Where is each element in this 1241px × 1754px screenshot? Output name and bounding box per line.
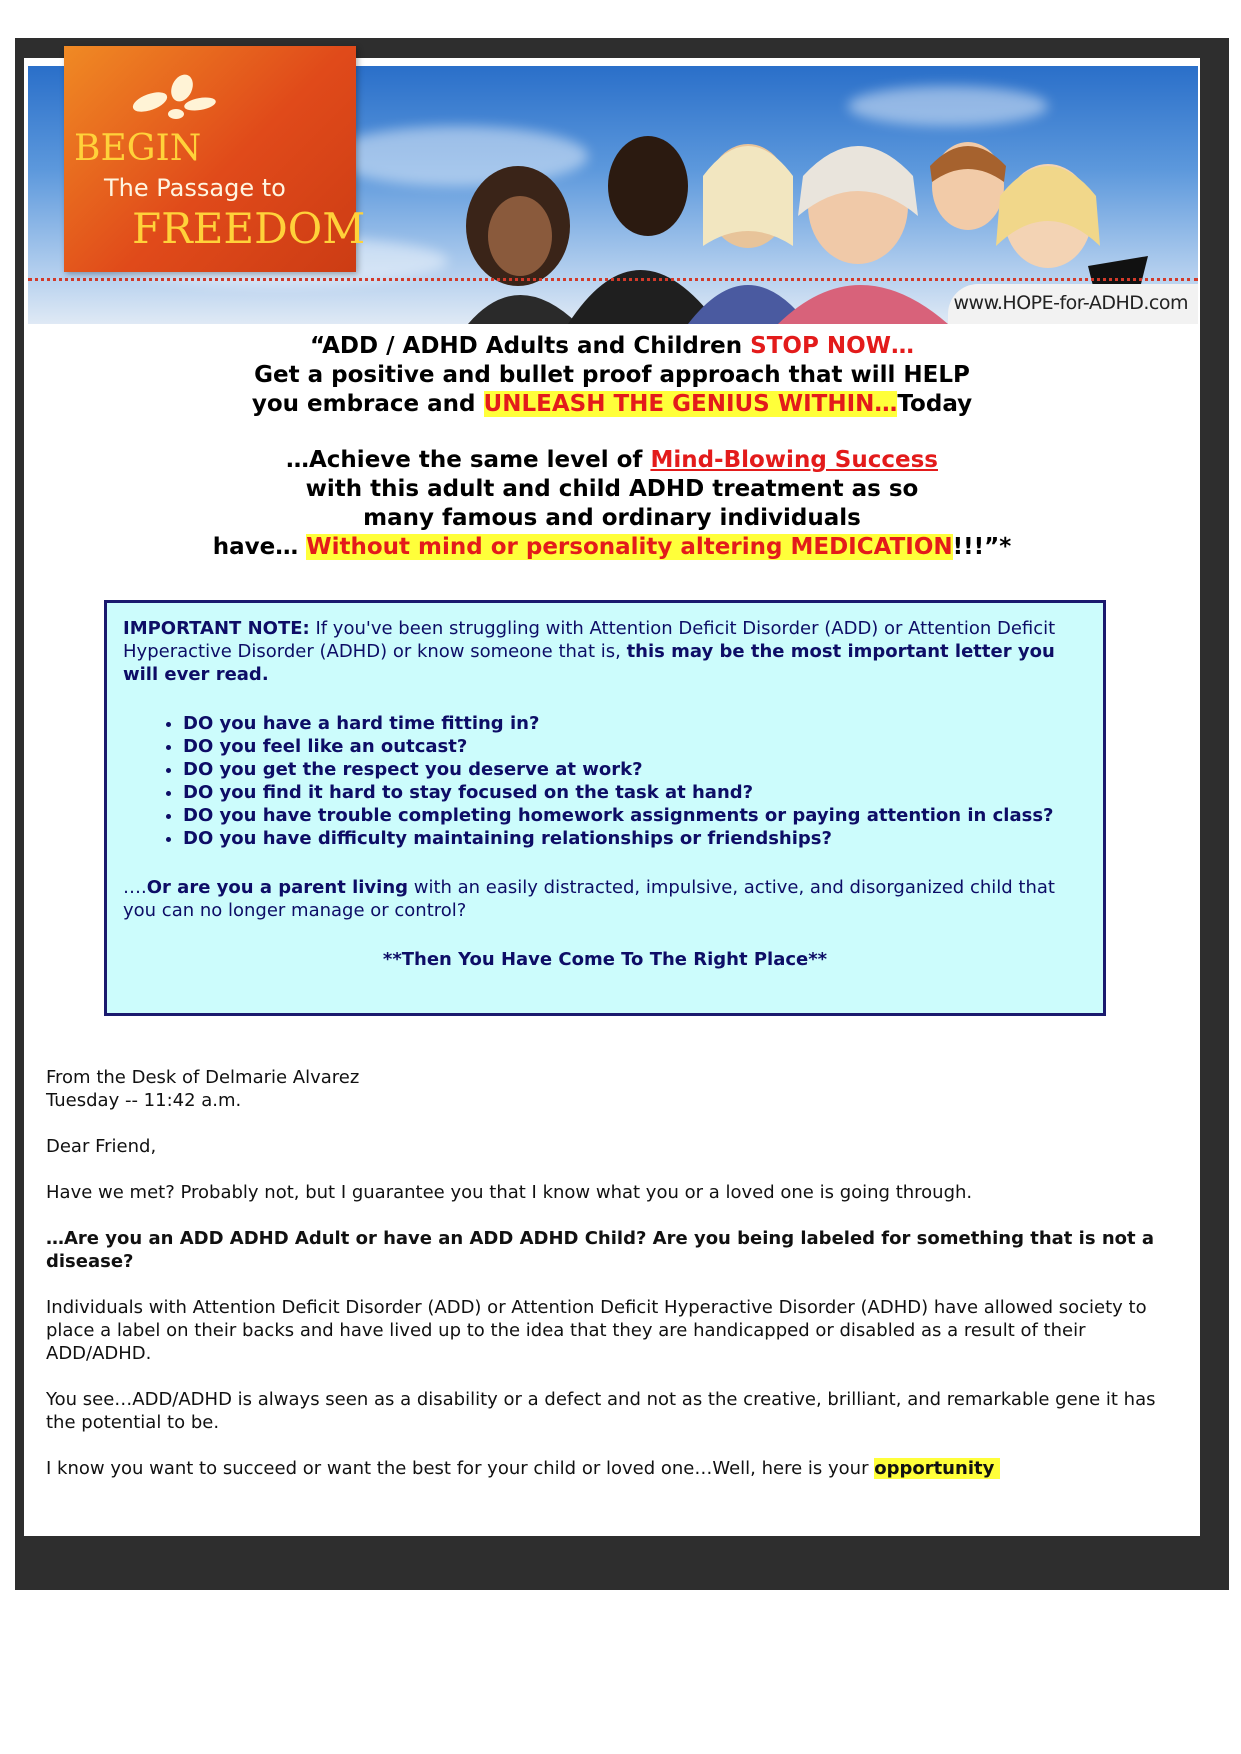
letter-question: …Are you an ADD ADHD Adult or have an ADD ADHD Child? Are you being labeled for something that is not a disease? — [46, 1228, 1155, 1272]
flower-icon — [130, 72, 220, 122]
headline-line-2: Get a positive and bullet proof approach that will HELP — [254, 362, 970, 388]
headline-line-7: have… Without mind or personality altering MEDICATION!!!”* — [212, 534, 1012, 560]
important-note-box — [104, 600, 1106, 1016]
letter-paragraph: Individuals with Attention Deficit Disorder (ADD) or Attention Deficit Hyperactive Disorder (ADHD) have allowed society to place a label on their backs and have lived up to the idea that they are handicapped or disabled as a result of their ADD/ADHD. — [46, 1297, 1147, 1364]
list-item: • DO you find it hard to stay focused on the task at hand? — [183, 781, 1087, 804]
note-intro: IMPORTANT NOTE: If you've been struggling with Attention Deficit Disorder (ADD) or Attention Deficit Hyperactive Disorder (ADHD) or know someone that is, this may be the most important letter you will ever read. — [123, 618, 1056, 685]
logo-passage: The Passage to — [104, 174, 286, 202]
headline-line-3: you embrace and UNLEASH THE GENIUS WITHIN…Today — [251, 391, 973, 417]
question-list — [167, 712, 1087, 850]
list-item: • DO you have difficulty maintaining relationships or friendships? — [183, 827, 1087, 850]
letter-paragraph: Have we met? Probably not, but I guarantee you that I know what you or a loved one is going through. — [46, 1182, 973, 1203]
letter-from: From the Desk of Delmarie Alvarez Tuesday -- 11:42 a.m. — [46, 1067, 360, 1111]
parent-paragraph: ….Or are you a parent living with an easily distracted, impulsive, active, and disorganized child that you can no longer manage or control? — [123, 877, 1055, 921]
site-url[interactable]: www.HOPE-for-ADHD.com — [953, 292, 1188, 314]
letter-body — [46, 1066, 1166, 1503]
headline — [24, 332, 1200, 562]
dotted-divider — [28, 278, 1198, 281]
letter-paragraph: I know you want to succeed or want the best for your child or loved one…Well, here is your opportunity — [46, 1457, 1166, 1480]
logo-begin: BEGIN — [74, 128, 202, 169]
freedom-logo — [64, 46, 366, 272]
list-item: • DO you get the respect you deserve at work? — [183, 758, 1087, 781]
page — [24, 58, 1200, 1536]
headline-line-6: many famous and ordinary individuals — [363, 505, 861, 531]
headline-line-5: with this adult and child ADHD treatment as so — [305, 476, 919, 502]
list-item: • DO you have trouble completing homework assignments or paying attention in class? — [183, 804, 1087, 827]
logo-freedom: FREEDOM — [132, 204, 366, 253]
right-place-line: **Then You Have Come To The Right Place** — [382, 949, 828, 970]
letter-greeting: Dear Friend, — [46, 1136, 157, 1157]
headline-line-1: “ADD / ADHD Adults and Children STOP NOW… — [309, 333, 915, 359]
opportunity-highlight: opportunity — [874, 1458, 1000, 1479]
list-item: • DO you have a hard time fitting in? — [183, 712, 1087, 735]
mind-blowing-success-link[interactable]: Mind-Blowing Success — [650, 447, 938, 473]
letter-paragraph: You see…ADD/ADHD is always seen as a disability or a defect and not as the creative, brilliant, and remarkable gene it has the potential to be. — [46, 1389, 1156, 1433]
headline-line-4: …Achieve the same level of Mind-Blowing Success — [286, 447, 938, 473]
list-item: • DO you feel like an outcast? — [183, 735, 1087, 758]
